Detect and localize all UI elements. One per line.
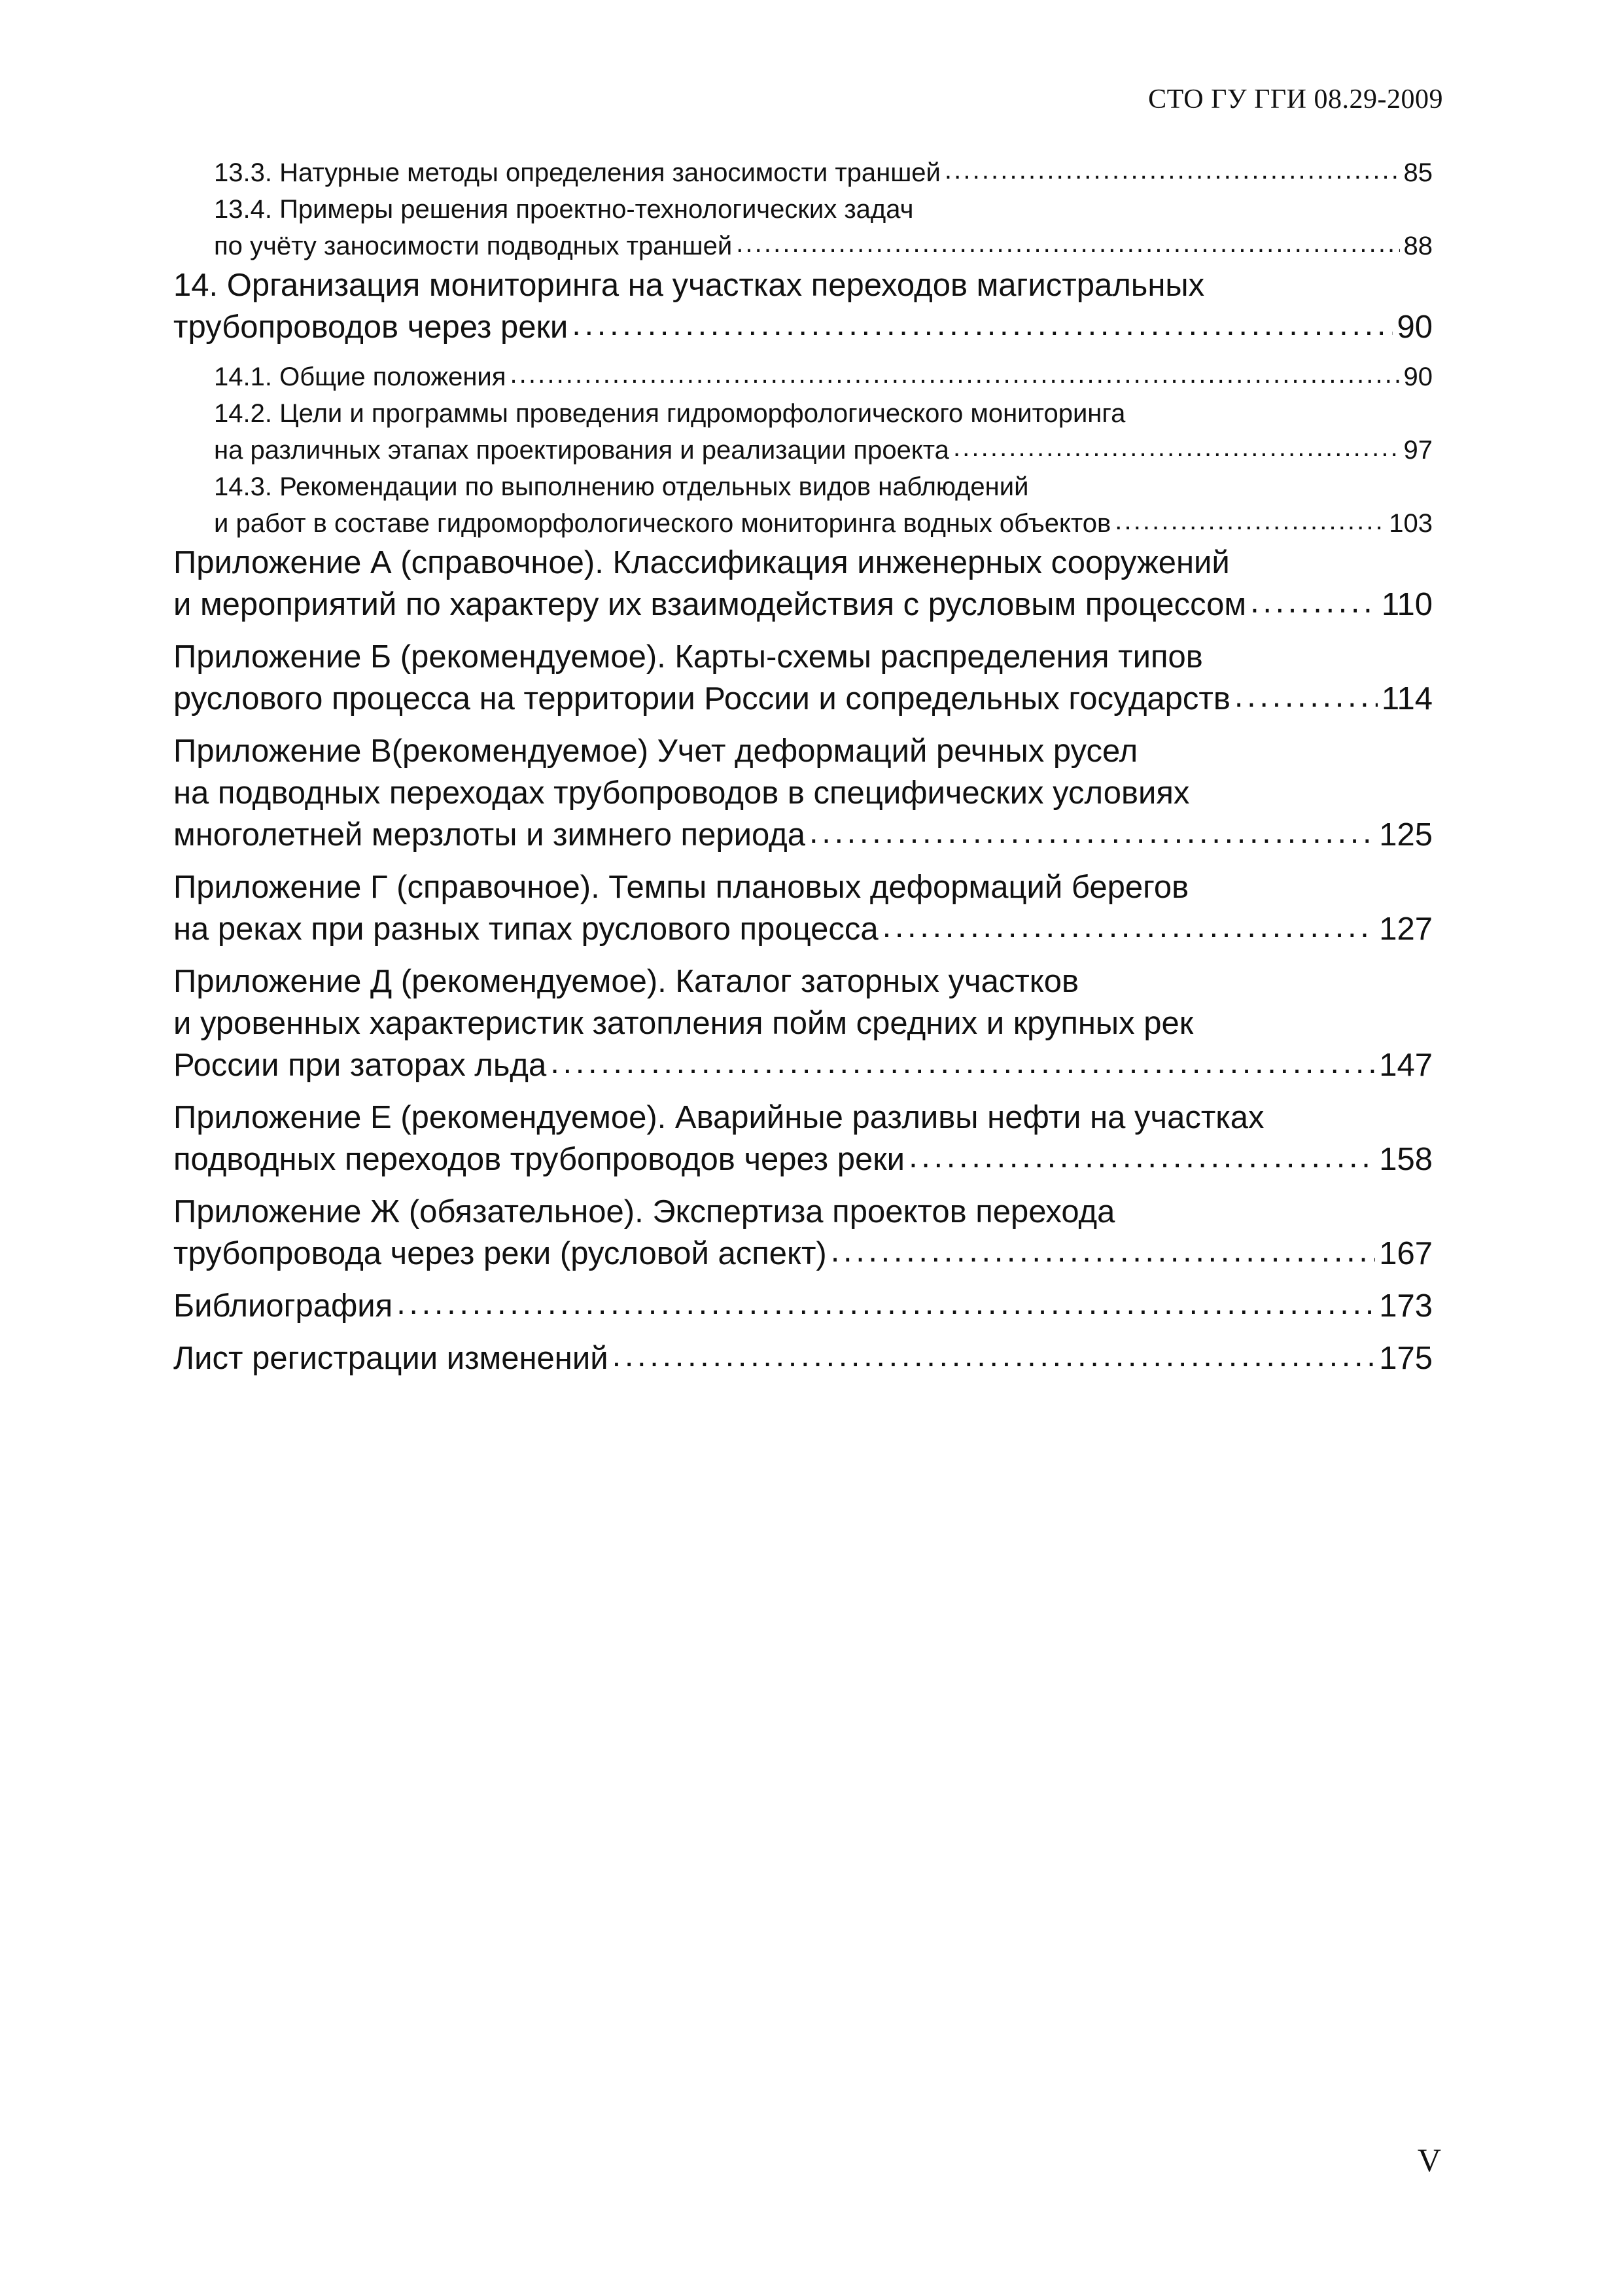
toc-entry-text: трубопровода через реки (русловой аспект) (173, 1236, 827, 1271)
toc-entry-text: и уровенных характеристик затопления пойм средних и крупных рек (173, 1006, 1194, 1041)
dot-leader (396, 1282, 1375, 1324)
dot-leader (909, 1136, 1375, 1178)
toc-entry[interactable] (173, 1191, 1433, 1275)
dot-leader (1115, 503, 1385, 539)
toc-entry-line (173, 908, 1433, 950)
toc-entry-text: 13.4. Примеры решения проектно-технологических задач (214, 195, 914, 224)
toc-entry-text: Лист регистрации изменений (173, 1341, 608, 1376)
toc-entry-line (173, 730, 1433, 772)
toc-entry[interactable] (173, 191, 1433, 264)
dot-leader (1250, 581, 1378, 623)
toc-entry-line (173, 1233, 1433, 1275)
toc-entry-line (214, 228, 1433, 264)
toc-page-number: 125 (1379, 817, 1433, 853)
toc-page-number: 158 (1379, 1142, 1433, 1177)
toc-page-number: 88 (1403, 232, 1433, 260)
toc-entry[interactable] (173, 1337, 1433, 1379)
toc-entry-text: на различных этапах проектирования и реализации проекта (214, 436, 949, 465)
toc-entry-text: и работ в составе гидроморфологического мониторинга водных объектов (214, 509, 1111, 538)
toc-entry[interactable] (173, 636, 1433, 720)
toc-page-number: 114 (1381, 681, 1433, 716)
toc-entry-line (214, 359, 1433, 395)
toc-entry-text: Приложение В(рекомендуемое) Учет деформаций речных русел (173, 733, 1138, 769)
toc-entry-text: на подводных переходах трубопроводов в специфических условиях (173, 775, 1190, 811)
toc-entry[interactable] (173, 359, 1433, 395)
toc-entry-text: Приложение Б (рекомендуемое). Карты-схемы распределения типов (173, 639, 1203, 675)
dot-leader (736, 225, 1399, 262)
toc-entry-text: на реках при разных типах руслового процесса (173, 911, 879, 947)
toc-entry-line (214, 468, 1433, 505)
toc-page-number: 97 (1403, 436, 1433, 465)
toc-entry-text: 14.3. Рекомендации по выполнению отдельных видов наблюдений (214, 472, 1029, 501)
toc-entry-text: 13.3. Натурные методы определения заносимости траншей (214, 158, 941, 187)
toc-entry[interactable] (173, 730, 1433, 856)
toc-entry-text: Приложение Е (рекомендуемое). Аварийные разливы нефти на участках (173, 1100, 1265, 1135)
toc-entry-line (173, 814, 1433, 856)
toc-entry-line (214, 154, 1433, 191)
toc-entry-text: Приложение Г (справочное). Темпы плановых деформаций берегов (173, 870, 1189, 905)
toc-entry-line (173, 1285, 1433, 1327)
toc-entry-text: трубопроводов через реки (173, 309, 568, 345)
toc-entry-line (214, 505, 1433, 542)
toc-entry-line (173, 772, 1433, 814)
toc-entry-text: руслового процесса на территории России и сопредельных государств (173, 681, 1230, 716)
toc-entry-line (214, 395, 1433, 432)
toc-entry-line (173, 1337, 1433, 1379)
toc-entry-line (214, 432, 1433, 468)
toc-page-number: 90 (1397, 309, 1433, 345)
page-number: V (1417, 2142, 1441, 2178)
toc-entry[interactable] (173, 154, 1433, 191)
toc-entry-text: Библиография (173, 1288, 393, 1324)
toc-entry-text: 14. Организация мониторинга на участках переходов магистральных (173, 268, 1205, 303)
dot-leader (612, 1335, 1376, 1377)
dot-leader (809, 811, 1375, 853)
document-code-header: СТО ГУ ГГИ 08.29-2009 (1148, 84, 1443, 115)
dot-leader (550, 1042, 1375, 1084)
toc-entry-line (173, 306, 1433, 348)
toc-entry-text: и мероприятий по характеру их взаимодействия с русловым процессом (173, 587, 1247, 622)
toc-entry[interactable] (173, 1097, 1433, 1180)
toc-entry-text: по учёту заносимости подводных траншей (214, 232, 733, 260)
dot-leader (831, 1230, 1376, 1272)
toc-page-number: 127 (1379, 911, 1433, 947)
toc-entry-line (173, 866, 1433, 908)
toc-entry-line (173, 1191, 1433, 1233)
toc-page-number: 85 (1403, 158, 1433, 187)
toc-entry[interactable] (173, 1285, 1433, 1327)
toc-entry[interactable] (173, 961, 1433, 1086)
toc-entry-text: многолетней мерзлоты и зимнего периода (173, 817, 805, 853)
toc-entry-text: 14.1. Общие положения (214, 362, 506, 391)
dot-leader (882, 906, 1376, 947)
toc-entry-line (173, 584, 1433, 626)
dot-leader (572, 304, 1393, 345)
toc-entry-text: подводных переходов трубопроводов через реки (173, 1142, 905, 1177)
toc-entry[interactable] (173, 866, 1433, 950)
toc-entry-line (173, 961, 1433, 1002)
toc-entry-text: 14.2. Цели и программы проведения гидроморфологического мониторинга (214, 399, 1126, 428)
toc-page-number: 110 (1381, 587, 1433, 622)
toc-entry-text: Приложение Ж (обязательное). Экспертиза проектов перехода (173, 1194, 1115, 1229)
toc-entry-text: России при заторах льда (173, 1048, 547, 1083)
table-of-contents (173, 154, 1433, 1390)
toc-entry-line (173, 542, 1433, 584)
toc-page-number: 103 (1389, 509, 1433, 538)
dot-leader (945, 152, 1400, 188)
toc-entry-line (173, 678, 1433, 720)
toc-entry-line (173, 264, 1433, 306)
toc-entry-line (173, 1139, 1433, 1180)
toc-entry-line (214, 191, 1433, 228)
toc-entry-text: Приложение Д (рекомендуемое). Каталог заторных участков (173, 964, 1079, 999)
toc-page-number: 90 (1403, 362, 1433, 391)
toc-page-number: 147 (1379, 1048, 1433, 1083)
toc-page-number: 175 (1379, 1341, 1433, 1376)
toc-entry[interactable] (173, 264, 1433, 348)
dot-leader (510, 356, 1399, 393)
toc-entry[interactable] (173, 395, 1433, 468)
toc-entry-line (173, 1002, 1433, 1044)
dot-leader (953, 429, 1400, 466)
toc-page-number: 167 (1379, 1236, 1433, 1271)
toc-entry-line (173, 1044, 1433, 1086)
toc-entry[interactable] (173, 468, 1433, 542)
toc-entry[interactable] (173, 542, 1433, 626)
toc-entry-text: Приложение А (справочное). Классификация инженерных сооружений (173, 545, 1230, 580)
toc-entry-line (173, 636, 1433, 678)
toc-page-number: 173 (1379, 1288, 1433, 1324)
toc-entry-line (173, 1097, 1433, 1139)
dot-leader (1234, 675, 1378, 717)
